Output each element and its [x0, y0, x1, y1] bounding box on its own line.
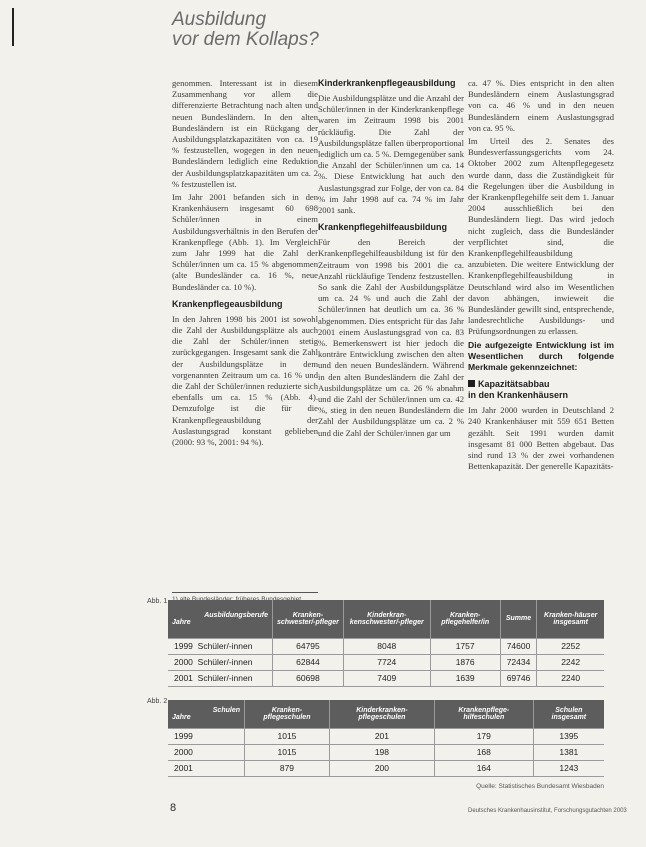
figure-label-2: Abb. 2 — [147, 698, 168, 705]
section-heading: Krankenpflegeausbildung — [172, 298, 283, 309]
column-header: Schulen insgesamt — [533, 700, 604, 728]
table-cell: 1876 — [430, 654, 500, 670]
subsection-heading: Kapazitätsabbau in den Krankenhäusern — [468, 379, 569, 401]
row-label: 2000 — [168, 744, 245, 760]
schools-table — [168, 700, 604, 777]
table-row — [168, 670, 604, 686]
paragraph: ca. 47 %. Dies entspricht in den alten Bundesländern einem Auslastungsgrad von ca. 46 % und in den neuen Bundesländern einem Auslastungsgrad von ca. 95 %. — [468, 78, 614, 133]
paragraph: genommen. Interessant ist in diesem Zusammenhang vor allem die differenzierte Betrachtung nach alten und neuen Bundesländern. In den alten Bundesländern ist ein Rückgang der Ausbildungsplatzkapazitäten von ca. 19 % festzustellen, wogegen in den neuen Bundesländern lediglich eine Reduktion der Ausbildungsplatzkapazitäten um ca. 2 % festzustellen ist. — [172, 78, 318, 189]
table-cell: 2252 — [537, 638, 604, 654]
column-header: Krankenpflege-hilfeschulen — [434, 700, 533, 728]
paragraph-bold: Die aufgezeigte Entwicklung ist im Wesentlichen durch folgende Merkmale gekennzeichnet: — [468, 339, 614, 373]
column-header: Summe — [500, 600, 537, 638]
row-label: 2000 Schüler/-innen — [168, 654, 273, 670]
table-cell: 1757 — [430, 638, 500, 654]
table-cell: 168 — [434, 744, 533, 760]
table-cell: 2240 — [537, 670, 604, 686]
row-label: 1999 Schüler/-innen — [168, 638, 273, 654]
table-cell: 69746 — [500, 670, 537, 686]
column-header: Kinderkran-kenschwester/-pfleger — [343, 600, 430, 638]
table-cell: 200 — [329, 760, 434, 776]
table-row — [168, 654, 604, 670]
text-column-3 — [468, 78, 614, 475]
column-header: Kranken-pflegehelfer/in — [430, 600, 500, 638]
title-line-1: Ausbildung — [172, 9, 267, 30]
bullet-square-icon — [468, 380, 475, 387]
paragraph: Im Urteil des 2. Senates des Bundesverfassungsgerichts vom 24. Oktober 2002 zum Altenpflegegesetz wurde dann, dass die Zuständigkeit für die Regelungen über die Ausbildung in der Krankenpflegehilfe seit dem 1. Januar 2004 ausschließlich bei den Bundesländern liegt. Das wird jedoch nicht zugleich, dass die Bundesländer verpflichtet sind, die Krankenpflegehilfeausbildung anzubieten. Die weitere Entwicklung der Krankenpflegehilfeausbildung in Deutschland wird also im Wesentlichen davon abhängen, inwieweit die Bundesländer gewillt sind, entsprechende, landesrechtliche Ausbildungs- und Prüfungsordnungen zu erlassen. — [468, 136, 614, 337]
table-row — [168, 744, 604, 760]
table-cell: 60698 — [273, 670, 344, 686]
table-cell: 1395 — [533, 728, 604, 744]
table-cell: 201 — [329, 728, 434, 744]
row-label: 2001 — [168, 760, 245, 776]
row-label: 1999 — [168, 728, 245, 744]
page-number: 8 — [170, 802, 177, 814]
table-cell: 198 — [329, 744, 434, 760]
column-header: Kranken-schwester/-pfleger — [273, 600, 344, 638]
paragraph: In den Jahren 1998 bis 2001 ist sowohl die Zahl der Ausbildungsplätze als auch die Zahl der Schüler/innen stetig zurückgegangen. Insgesamt sank die Zahl der Ausbildungsplätze in dem vorgenannten Zeitraum um ca. 16 % und die Zahl der Schüler/innen reduzierte sich ebenfalls um ca. 15 % (Abb. 4). Demzufolge ist die für die Krankenpflegeausbildung der Auslastungsgrad konstant geblieben (2000: 93 %, 2001: 94 %). — [172, 313, 318, 448]
table-cell: 1381 — [533, 744, 604, 760]
text-column-1 — [172, 78, 318, 450]
paragraph: Für den Bereich der Krankenpflegehilfeausbildung ist für den Zeitraum von 1998 bis 2001 die ca. Anzahl rückläufige Tendenz festzustellen. So sank die Zahl der Ausbildungsplätze um ca. 24 % und auch die Zahl der Schüler/innen hat deutlich um ca. 36 % abgenommen. Dies entspricht für das Jahr 2001 einem Auslastungsgrad von ca. 83 %. Bemerkenswert ist hier jedoch die konträre Entwicklung zwischen den alten und den neuen Bundesländern. Während in den alten Bundesländern die Zahl der Ausbildungsplätze um ca. 26 % abnahm und die Zahl der Schüler/innen um ca. 42 %, stieg in den neuen Bundesländern die Zahl der Ausbildungsplätze um ca. 2 % und die Zahl der Schüler/innen gar um — [318, 237, 464, 438]
crop-mark — [12, 8, 14, 46]
figure-label-1: Abb. 1 — [147, 598, 168, 605]
column-header: Kranken-häuser insgesamt — [537, 600, 604, 638]
table-cell: 1015 — [245, 744, 330, 760]
table-cell: 8048 — [343, 638, 430, 654]
table-cell: 879 — [245, 760, 330, 776]
table-cell: 7724 — [343, 654, 430, 670]
students-table — [168, 600, 604, 687]
table-row — [168, 638, 604, 654]
title-line-2: vor dem Kollaps? — [172, 29, 319, 50]
page-footer: Deutsches Krankenhausinstitut, Forschungsgutachten 2003 — [468, 808, 627, 814]
paragraph: Im Jahr 2001 befanden sich in den Krankenhäusern insgesamt 60 698 Schüler/innen in einem Ausbildungsverhältnis in den Berufen der Krankenpflege (Abb. 1). Im Vergleich zum Jahr 1999 hat die Zahl der Schüler/innen um ca. 15 % abgenommen (alte Bundesländer ca. 16 %, neue Bundesländer ca. 10 %). — [172, 192, 318, 292]
table-corner-header: Schulen Jahre — [168, 700, 245, 728]
source-note: Quelle: Statistisches Bundesamt Wiesbaden — [476, 783, 604, 790]
table-row — [168, 760, 604, 776]
table-cell: 1639 — [430, 670, 500, 686]
text-column-2 — [318, 78, 464, 441]
column-header: Kinderkranken-pflegeschulen — [329, 700, 434, 728]
section-heading: Kinderkrankenpflegeausbildung — [318, 78, 456, 88]
table-cell: 7409 — [343, 670, 430, 686]
paragraph: Die Ausbildungsplätze und die Anzahl der Schüler/innen in der Kinderkrankenpflege waren im Zeitraum 1998 bis 2001 rückläufig. Die Zahl der Ausbildungsplätze fallen überproportional lediglich um ca. 5 %. Demgegenüber sank die Anzahl der Schüler/innen um ca. 14 %. Diese Entwicklung hat auch den Auslastungsgrad zur Folge, der von ca. 84 % im Jahr 1998 auf ca. 74 % im Jahr 2001 sank. — [318, 93, 464, 216]
table-cell: 72434 — [500, 654, 537, 670]
table-cell: 2242 — [537, 654, 604, 670]
column-header: Kranken-pflegeschulen — [245, 700, 330, 728]
table-cell: 64795 — [273, 638, 344, 654]
table-cell: 74600 — [500, 638, 537, 654]
table-cell: 1243 — [533, 760, 604, 776]
paragraph: Im Jahr 2000 wurden in Deutschland 2 240 Krankenhäuser mit 559 651 Betten gezählt. Seit 1991 wurden damit insgesamt 81 000 Betten abgebaut. Das sind rund 13 % der zwei vorhandenen Bettenkapazität. Der generelle Kapazitäts- — [468, 405, 614, 472]
table-cell: 1015 — [245, 728, 330, 744]
page-title — [172, 10, 319, 50]
section-heading: Krankenpflegehilfeausbildung — [318, 222, 448, 233]
row-label: 2001 Schüler/-innen — [168, 670, 273, 686]
table-cell: 164 — [434, 760, 533, 776]
table-cell: 179 — [434, 728, 533, 744]
table-corner-header: Ausbildungsberufe Jahre — [168, 600, 273, 638]
table-row — [168, 728, 604, 744]
table-cell: 62844 — [273, 654, 344, 670]
